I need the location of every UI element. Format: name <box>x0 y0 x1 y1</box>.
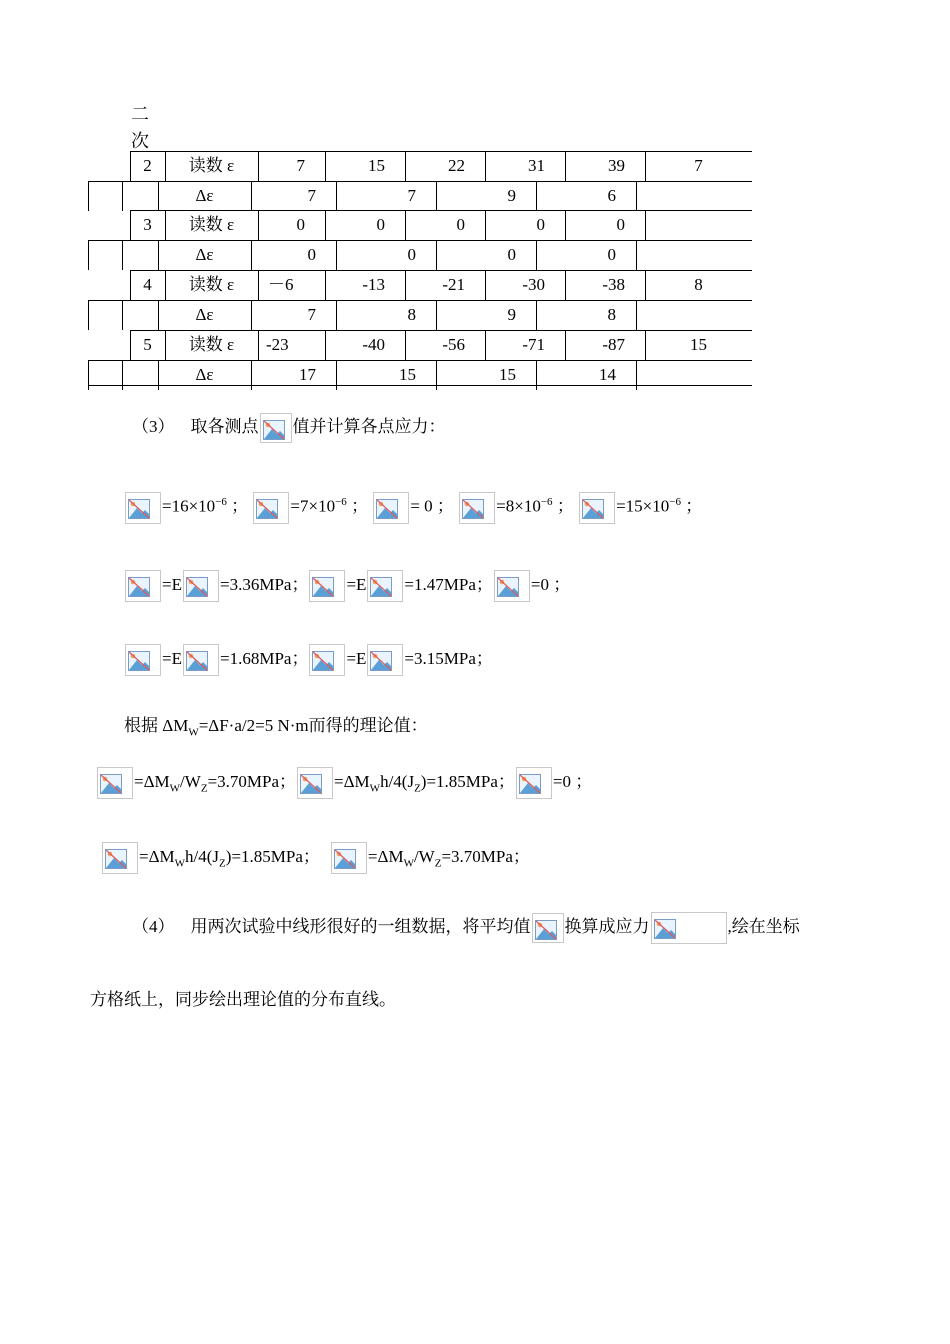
strain-value-2: =7×10 <box>290 496 336 516</box>
row-label: 读数 ε <box>188 335 235 354</box>
formula-image-icon <box>651 912 727 944</box>
table-cell: 0 <box>607 245 616 264</box>
exponent: −6 <box>335 496 347 508</box>
table-rule <box>636 240 637 270</box>
table-cell: 0 <box>407 245 416 264</box>
formula-image-icon <box>516 767 552 799</box>
stress-value: =1.47MPa； <box>404 574 493 594</box>
row-label: Δε <box>195 365 214 384</box>
section4-text-a: 用两次试验中线形很好的一组数据，将平均值 <box>190 916 531 936</box>
formula-image-icon <box>331 842 367 874</box>
table-cell: 7 <box>307 305 316 324</box>
theory-text: 根据 Δ <box>124 716 174 735</box>
subscript-z: Z <box>219 857 226 870</box>
theory-part: h/4(J <box>185 846 220 866</box>
formula-image-icon <box>253 492 289 524</box>
formula-image-icon <box>125 492 161 524</box>
table-cell: 8 <box>694 275 703 294</box>
table-rule <box>88 240 752 241</box>
theory-intro <box>124 714 428 744</box>
theory-part: =3.70MPa； <box>441 846 530 866</box>
subscript-w: W <box>369 782 381 795</box>
formula-image-icon <box>260 413 292 443</box>
theory-part: M <box>154 771 170 791</box>
table-cell: 9 <box>507 186 516 205</box>
symbol-m: M <box>173 716 189 735</box>
theory-part: =3.70MPa； <box>207 771 297 791</box>
table-rule <box>122 181 123 211</box>
stress-eq-e: =E <box>162 574 182 594</box>
section4-line-1 <box>132 912 800 944</box>
stress-value: =3.36MPa； <box>219 574 309 594</box>
table-cell: -71 <box>522 335 545 354</box>
table-cell: -23 <box>266 335 289 354</box>
subscript-w: W <box>188 726 199 739</box>
row-label: 读数 ε <box>188 156 235 175</box>
formula-image-icon <box>102 842 138 874</box>
exponent: −6 <box>669 496 681 508</box>
section4-text-c: ,绘在坐标 <box>727 916 800 936</box>
section3-number: （3） <box>132 416 175 436</box>
formula-image-icon <box>183 644 219 676</box>
formula-image-icon <box>183 570 219 602</box>
stress-eq-e: =E <box>346 648 367 668</box>
theory-part: )=1.85MPa； <box>225 846 320 866</box>
formula-image-icon <box>532 913 564 943</box>
section4-line-2: 方格纸上，同步绘出理论值的分布直线。 <box>90 990 396 1009</box>
subscript-z: Z <box>200 782 208 795</box>
separator: ； <box>351 496 369 516</box>
stress-eq-e: =E <box>346 574 367 594</box>
section4-number: （4） <box>132 916 175 936</box>
table-rule <box>645 210 646 240</box>
subscript-z: Z <box>434 857 442 870</box>
subscript-w: W <box>169 782 181 795</box>
subscript-w: W <box>403 857 414 870</box>
theory-part: =Δ <box>139 846 160 866</box>
table-cell: 0 <box>456 215 465 234</box>
table-cell: 14 <box>599 365 616 384</box>
table-cell: 7 <box>694 156 703 175</box>
table-rule <box>130 151 752 152</box>
table-rule <box>636 181 637 211</box>
strain-value-1: =16×10 <box>162 496 216 516</box>
separator: ； <box>556 496 574 516</box>
row-label: Δε <box>195 305 214 324</box>
theory-line-1 <box>96 767 592 800</box>
table-cell: -21 <box>442 275 465 294</box>
header-line-1: 二 <box>131 104 149 124</box>
table-rule <box>88 300 89 330</box>
table-rule <box>258 330 259 360</box>
table-cell: 7 <box>307 186 316 205</box>
table-cell: 17 <box>299 365 316 384</box>
section4-text-b: 换算成应力 <box>564 916 650 936</box>
separator: ； <box>436 496 454 516</box>
formula-image-icon <box>309 570 345 602</box>
table-cell: 15 <box>690 335 707 354</box>
theory-line-2 <box>101 842 530 875</box>
table-cell: -56 <box>442 335 465 354</box>
table-rule <box>122 300 123 330</box>
stress-eq-e: =E <box>162 648 182 668</box>
table-cell: 0 <box>307 245 316 264</box>
table-cell: －6 <box>268 275 294 294</box>
table-rule <box>88 360 752 361</box>
formula-image-icon <box>297 767 333 799</box>
subscript-z: Z <box>414 782 421 795</box>
section3-heading <box>132 413 446 443</box>
table-rule <box>636 300 637 330</box>
theory-part: =Δ <box>134 771 155 791</box>
table-cell: -30 <box>522 275 545 294</box>
table-cell: 15 <box>368 156 385 175</box>
formula-image-icon <box>367 644 403 676</box>
table-cell: 7 <box>407 186 416 205</box>
table-cell: -38 <box>602 275 625 294</box>
table-cell: -40 <box>362 335 385 354</box>
formula-image-icon <box>579 492 615 524</box>
formula-image-icon <box>97 767 133 799</box>
theory-part: =Δ <box>367 846 389 866</box>
formula-image-icon <box>367 570 403 602</box>
formula-image-icon <box>373 492 409 524</box>
section3-text-b: 值并计算各点应力： <box>292 416 446 436</box>
theory-part: )=1.85MPa； <box>420 771 515 791</box>
row-index: 5 <box>143 335 152 354</box>
theory-part: =Δ <box>334 771 355 791</box>
theory-part: /W <box>413 846 435 866</box>
theory-text: =ΔF·a/2=5 N·m而得的理论值： <box>198 716 428 735</box>
table-rule <box>258 270 259 300</box>
stress-value: =3.15MPa； <box>404 648 493 668</box>
separator: ； <box>231 496 249 516</box>
stress-value: =0 ； <box>530 574 571 594</box>
table-cell: 0 <box>536 215 545 234</box>
formula-image-icon <box>459 492 495 524</box>
table-cell: 39 <box>608 156 625 175</box>
strain-value-3: = 0 <box>410 496 433 516</box>
table-cell: 0 <box>616 215 625 234</box>
header-line-2: 次 <box>131 131 149 151</box>
table-cell: 8 <box>407 305 416 324</box>
table-cell: 0 <box>507 245 516 264</box>
table-cell: 15 <box>499 365 516 384</box>
table-cell: 8 <box>607 305 616 324</box>
table-rule <box>88 240 89 270</box>
exponent: −6 <box>540 496 553 508</box>
theory-part: M <box>159 846 175 866</box>
row-label: 读数 ε <box>188 275 235 294</box>
table-cell: 31 <box>528 156 545 175</box>
table-cell: -87 <box>602 335 625 354</box>
table-cell: 7 <box>296 156 305 175</box>
row-index: 3 <box>143 215 152 234</box>
table-cell: -13 <box>362 275 385 294</box>
table-rule <box>88 181 752 182</box>
table-rule <box>122 240 123 270</box>
row-index: 4 <box>143 275 152 294</box>
table-cell: 6 <box>607 186 616 205</box>
section3-text-a: 取各测点 <box>190 416 259 436</box>
table-rule <box>88 300 752 301</box>
strain-value-5: =15×10 <box>616 496 670 516</box>
theory-part: /W <box>180 771 201 791</box>
stress-line-2 <box>124 644 493 676</box>
separator: ； <box>685 496 703 516</box>
theory-part: M <box>388 846 404 866</box>
table-cell: 22 <box>448 156 465 175</box>
formula-image-icon <box>494 570 530 602</box>
table-rule <box>88 181 89 211</box>
table-cell: 0 <box>376 215 385 234</box>
stress-line-1 <box>124 570 570 602</box>
formula-image-icon <box>125 644 161 676</box>
formula-image-icon <box>309 644 345 676</box>
theory-part: =0 ； <box>552 771 593 791</box>
table-rule <box>130 330 752 331</box>
table-cell: 0 <box>296 215 305 234</box>
row-label: Δε <box>195 245 214 264</box>
row-index: 2 <box>143 156 152 175</box>
row-label: 读数 ε <box>188 215 235 234</box>
theory-part: M <box>354 771 370 791</box>
formula-image-icon <box>125 570 161 602</box>
exponent: −6 <box>215 496 227 508</box>
table-rule <box>130 210 752 211</box>
strain-value-4: =8×10 <box>496 496 541 516</box>
row-label: Δε <box>195 186 214 205</box>
table-rule <box>88 385 752 386</box>
strain-values-line <box>124 490 702 524</box>
theory-part: h/4(J <box>380 771 415 791</box>
table-cell: 15 <box>399 365 416 384</box>
table-cell: 9 <box>507 305 516 324</box>
table-rule <box>130 270 752 271</box>
subscript-w: W <box>174 857 186 870</box>
stress-value: =1.68MPa； <box>219 648 309 668</box>
